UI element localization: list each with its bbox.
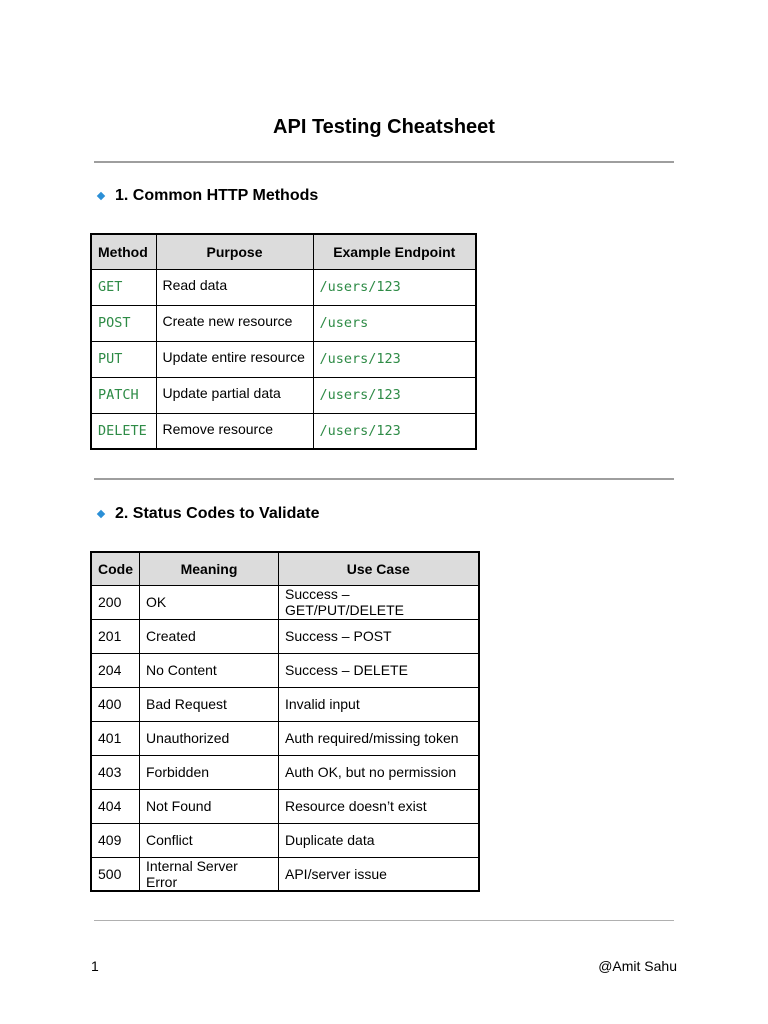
code-cell: 403 xyxy=(91,755,140,789)
table-row xyxy=(91,269,476,305)
table-header-row xyxy=(91,552,479,585)
http-methods-table xyxy=(90,233,477,450)
purpose-cell: Update partial data xyxy=(156,377,313,413)
section-heading-methods xyxy=(96,187,318,205)
table-row xyxy=(91,377,476,413)
meaning-cell: Forbidden xyxy=(140,755,279,789)
use-case-cell: Success – POST xyxy=(279,619,479,653)
purpose-cell: Update entire resource xyxy=(156,341,313,377)
section-heading-status-codes xyxy=(96,505,320,523)
column-header: Purpose xyxy=(156,234,313,269)
status-codes-table xyxy=(90,551,480,892)
use-case-cell: Invalid input xyxy=(279,687,479,721)
method-cell: GET xyxy=(91,269,156,305)
table-row xyxy=(91,413,476,449)
section-heading-text: 2. Status Codes to Validate xyxy=(115,505,320,522)
table-row xyxy=(91,653,479,687)
code-cell: 200 xyxy=(91,585,140,619)
code-cell: 400 xyxy=(91,687,140,721)
purpose-cell: Remove resource xyxy=(156,413,313,449)
use-case-cell: Resource doesn’t exist xyxy=(279,789,479,823)
table-row xyxy=(91,721,479,755)
purpose-cell: Read data xyxy=(156,269,313,305)
purpose-cell: Create new resource xyxy=(156,305,313,341)
use-case-cell: Duplicate data xyxy=(279,823,479,857)
method-cell: PUT xyxy=(91,341,156,377)
meaning-cell: Created xyxy=(140,619,279,653)
meaning-cell: No Content xyxy=(140,653,279,687)
endpoint-cell: /users/123 xyxy=(313,377,476,413)
table-row xyxy=(91,857,479,891)
meaning-cell: Bad Request xyxy=(140,687,279,721)
meaning-cell: Unauthorized xyxy=(140,721,279,755)
endpoint-cell: /users/123 xyxy=(313,413,476,449)
divider xyxy=(94,478,674,480)
meaning-cell: Conflict xyxy=(140,823,279,857)
author-handle: @Amit Sahu xyxy=(598,958,677,974)
code-cell: 201 xyxy=(91,619,140,653)
meaning-cell: OK xyxy=(140,585,279,619)
table-header-row xyxy=(91,234,476,269)
use-case-cell: Success – GET/PUT/DELETE xyxy=(279,585,479,619)
section-heading-text: 1. Common HTTP Methods xyxy=(115,187,319,204)
column-header: Method xyxy=(91,234,156,269)
meaning-cell: Not Found xyxy=(140,789,279,823)
code-cell: 409 xyxy=(91,823,140,857)
table-row xyxy=(91,341,476,377)
divider xyxy=(94,920,674,921)
column-header: Use Case xyxy=(279,552,479,585)
meaning-cell: Internal Server Error xyxy=(140,857,279,891)
diamond-bullet-icon xyxy=(97,510,105,518)
use-case-cell: Auth required/missing token xyxy=(279,721,479,755)
use-case-cell: Success – DELETE xyxy=(279,653,479,687)
use-case-cell: Auth OK, but no permission xyxy=(279,755,479,789)
table-row xyxy=(91,305,476,341)
use-case-cell: API/server issue xyxy=(279,857,479,891)
page-number: 1 xyxy=(91,958,99,974)
code-cell: 404 xyxy=(91,789,140,823)
method-cell: PATCH xyxy=(91,377,156,413)
code-cell: 500 xyxy=(91,857,140,891)
method-cell: POST xyxy=(91,305,156,341)
table-row xyxy=(91,687,479,721)
code-cell: 401 xyxy=(91,721,140,755)
table-row xyxy=(91,585,479,619)
code-cell: 204 xyxy=(91,653,140,687)
endpoint-cell: /users xyxy=(313,305,476,341)
column-header: Example Endpoint xyxy=(313,234,476,269)
endpoint-cell: /users/123 xyxy=(313,341,476,377)
column-header: Meaning xyxy=(140,552,279,585)
table-row xyxy=(91,823,479,857)
table-row xyxy=(91,755,479,789)
method-cell: DELETE xyxy=(91,413,156,449)
page-title: API Testing Cheatsheet xyxy=(273,116,495,138)
column-header: Code xyxy=(91,552,140,585)
divider xyxy=(94,161,674,163)
table-row xyxy=(91,789,479,823)
endpoint-cell: /users/123 xyxy=(313,269,476,305)
table-row xyxy=(91,619,479,653)
diamond-bullet-icon xyxy=(97,192,105,200)
